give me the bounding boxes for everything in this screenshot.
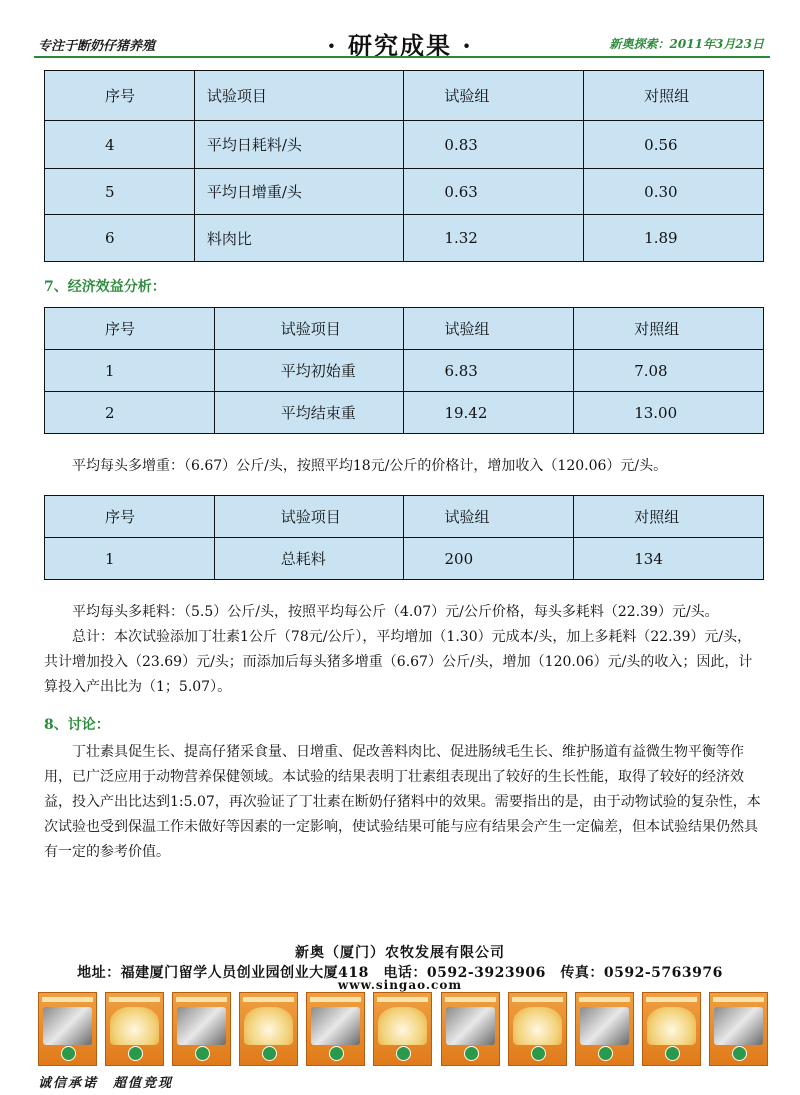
brand-badge-icon bbox=[531, 1046, 546, 1061]
page-header bbox=[0, 0, 800, 62]
brand-badge-icon bbox=[61, 1046, 76, 1061]
product-ad bbox=[38, 992, 97, 1066]
table-cell: 0.83 bbox=[404, 121, 584, 169]
table-header-cell: 试验项目 bbox=[214, 496, 404, 538]
table-cell: 料肉比 bbox=[194, 215, 404, 262]
table-header-cell: 试验项目 bbox=[194, 71, 404, 121]
table-cell: 200 bbox=[404, 538, 574, 580]
brand-badge-icon bbox=[195, 1046, 210, 1061]
total-paragraph: 总计：本次试验添加丁壮素1公斤（78元/公斤），平均增加（1.30）元成本/头，加上多耗料（22.39）元/头，共计增加投入（23.69）元/头；而添加后每头猪多增重（6.67）公斤/头，增加（120.06）元/头的收入；因此，计算投入产出比为（1；5.07）。 bbox=[44, 629, 753, 695]
table-cell: 6.83 bbox=[404, 350, 574, 392]
table-cell: 19.42 bbox=[404, 392, 574, 434]
table-cell: 0.56 bbox=[584, 121, 764, 169]
feed-cup-icon bbox=[378, 1007, 427, 1045]
pig-photo-icon bbox=[177, 1007, 226, 1045]
feed-paragraph: 平均每头多耗料：（5.5）公斤/头，按照平均每公斤（4.07）元/公斤价格，每头多耗料（22.39）元/头。 bbox=[72, 604, 719, 620]
table-cell: 1.89 bbox=[584, 215, 764, 262]
company-name: 新奥（厦门）农牧发展有限公司 bbox=[295, 945, 505, 961]
results-table-2 bbox=[44, 307, 764, 434]
brand-badge-icon bbox=[396, 1046, 411, 1061]
feed-cup-icon bbox=[513, 1007, 562, 1045]
pig-photo-icon bbox=[580, 1007, 629, 1045]
table-header-cell: 对照组 bbox=[574, 308, 764, 350]
product-ad bbox=[105, 992, 164, 1066]
feed-cup-icon bbox=[110, 1007, 159, 1045]
table-cell: 1.32 bbox=[404, 215, 584, 262]
brand-badge-icon bbox=[329, 1046, 344, 1061]
table-cell: 1 bbox=[45, 350, 215, 392]
results-table-3 bbox=[44, 495, 764, 580]
table-cell: 134 bbox=[574, 538, 764, 580]
table-cell: 平均结束重 bbox=[214, 392, 404, 434]
pig-photo-icon bbox=[714, 1007, 763, 1045]
table-cell: 1 bbox=[45, 538, 215, 580]
table-row bbox=[45, 169, 764, 215]
product-ad bbox=[575, 992, 634, 1066]
feed-cup-icon bbox=[244, 1007, 293, 1045]
table-header-row bbox=[45, 496, 764, 538]
product-ad bbox=[642, 992, 701, 1066]
table-header-cell: 对照组 bbox=[584, 71, 764, 121]
feed-cup-icon bbox=[647, 1007, 696, 1045]
gain-paragraph: 平均每头多增重：（6.67）公斤/头，按照平均18元/公斤的价格计，增加收入（120.06）元/头。 bbox=[72, 458, 668, 474]
product-ad bbox=[508, 992, 567, 1066]
table-row bbox=[45, 350, 764, 392]
table-header-cell: 对照组 bbox=[574, 496, 764, 538]
table-cell: 6 bbox=[45, 215, 195, 262]
section-8-heading: 8、讨论： bbox=[44, 717, 110, 733]
table-cell: 总耗料 bbox=[214, 538, 404, 580]
table-header-cell: 序号 bbox=[45, 308, 215, 350]
product-ad bbox=[709, 992, 768, 1066]
table-cell: 0.30 bbox=[584, 169, 764, 215]
section-7-heading: 7、经济效益分析： bbox=[44, 279, 166, 295]
table-header-cell: 试验项目 bbox=[214, 308, 404, 350]
product-ad bbox=[373, 992, 432, 1066]
page-title: · 研究成果 · bbox=[327, 31, 473, 60]
product-ad bbox=[172, 992, 231, 1066]
table-cell: 2 bbox=[45, 392, 215, 434]
table-cell: 平均初始重 bbox=[214, 350, 404, 392]
brand-badge-icon bbox=[128, 1046, 143, 1061]
table-cell: 0.63 bbox=[404, 169, 584, 215]
pig-photo-icon bbox=[43, 1007, 92, 1045]
product-ad bbox=[306, 992, 365, 1066]
table-cell: 平均日耗料/头 bbox=[194, 121, 404, 169]
table-header-cell: 试验组 bbox=[404, 71, 584, 121]
table-header-cell: 序号 bbox=[45, 71, 195, 121]
header-slogan: 专注于断奶仔猪养殖 bbox=[38, 39, 156, 54]
company-address: 地址：福建厦门留学人员创业园创业大厦418 电话：0592-3923906 传真：0592-5763976 bbox=[77, 965, 723, 981]
pig-photo-icon bbox=[446, 1007, 495, 1045]
table-header-cell: 序号 bbox=[45, 496, 215, 538]
table-header-cell: 试验组 bbox=[404, 308, 574, 350]
table-row bbox=[45, 215, 764, 262]
pig-photo-icon bbox=[311, 1007, 360, 1045]
table-cell: 4 bbox=[45, 121, 195, 169]
table-row bbox=[45, 538, 764, 580]
table-row bbox=[45, 392, 764, 434]
company-website: www.singao.com bbox=[337, 978, 463, 992]
results-table-1 bbox=[44, 70, 764, 262]
footer-slogan: 诚信承诺 超值竞现 bbox=[38, 1076, 174, 1091]
table-header-row bbox=[45, 71, 764, 121]
product-ad bbox=[239, 992, 298, 1066]
table-header-cell: 试验组 bbox=[404, 496, 574, 538]
brand-badge-icon bbox=[732, 1046, 747, 1061]
brand-badge-icon bbox=[665, 1046, 680, 1061]
header-divider bbox=[34, 56, 770, 58]
product-ad-strip bbox=[38, 992, 768, 1066]
table-cell: 5 bbox=[45, 169, 195, 215]
brand-badge-icon bbox=[598, 1046, 613, 1061]
brand-badge-icon bbox=[464, 1046, 479, 1061]
table-cell: 13.00 bbox=[574, 392, 764, 434]
header-date: 新奥探索：2011年3月23日 bbox=[609, 37, 764, 51]
discussion-paragraph: 丁壮素具促生长、提高仔猪采食量、日增重、促改善料肉比、促进肠绒毛生长、维护肠道有益微生物平衡等作用，已广泛应用于动物营养保健领域。本试验的结果表明丁壮素组表现出了较好的生长性能，取得了较好的经济效益，投入产出比达到1:5.07，再次验证了丁壮素在断奶仔猪料中的效果。需要指出的是，由于动物试验的复杂性，本次试验也受到保温工作未做好等因素的一定影响，使试验结果可能与应有结果会产生一定偏差，但本试验结果仍然具有一定的参考价值。 bbox=[44, 744, 761, 860]
table-header-row bbox=[45, 308, 764, 350]
table-cell: 平均日增重/头 bbox=[194, 169, 404, 215]
table-cell: 7.08 bbox=[574, 350, 764, 392]
table-row bbox=[45, 121, 764, 169]
brand-badge-icon bbox=[262, 1046, 277, 1061]
product-ad bbox=[441, 992, 500, 1066]
